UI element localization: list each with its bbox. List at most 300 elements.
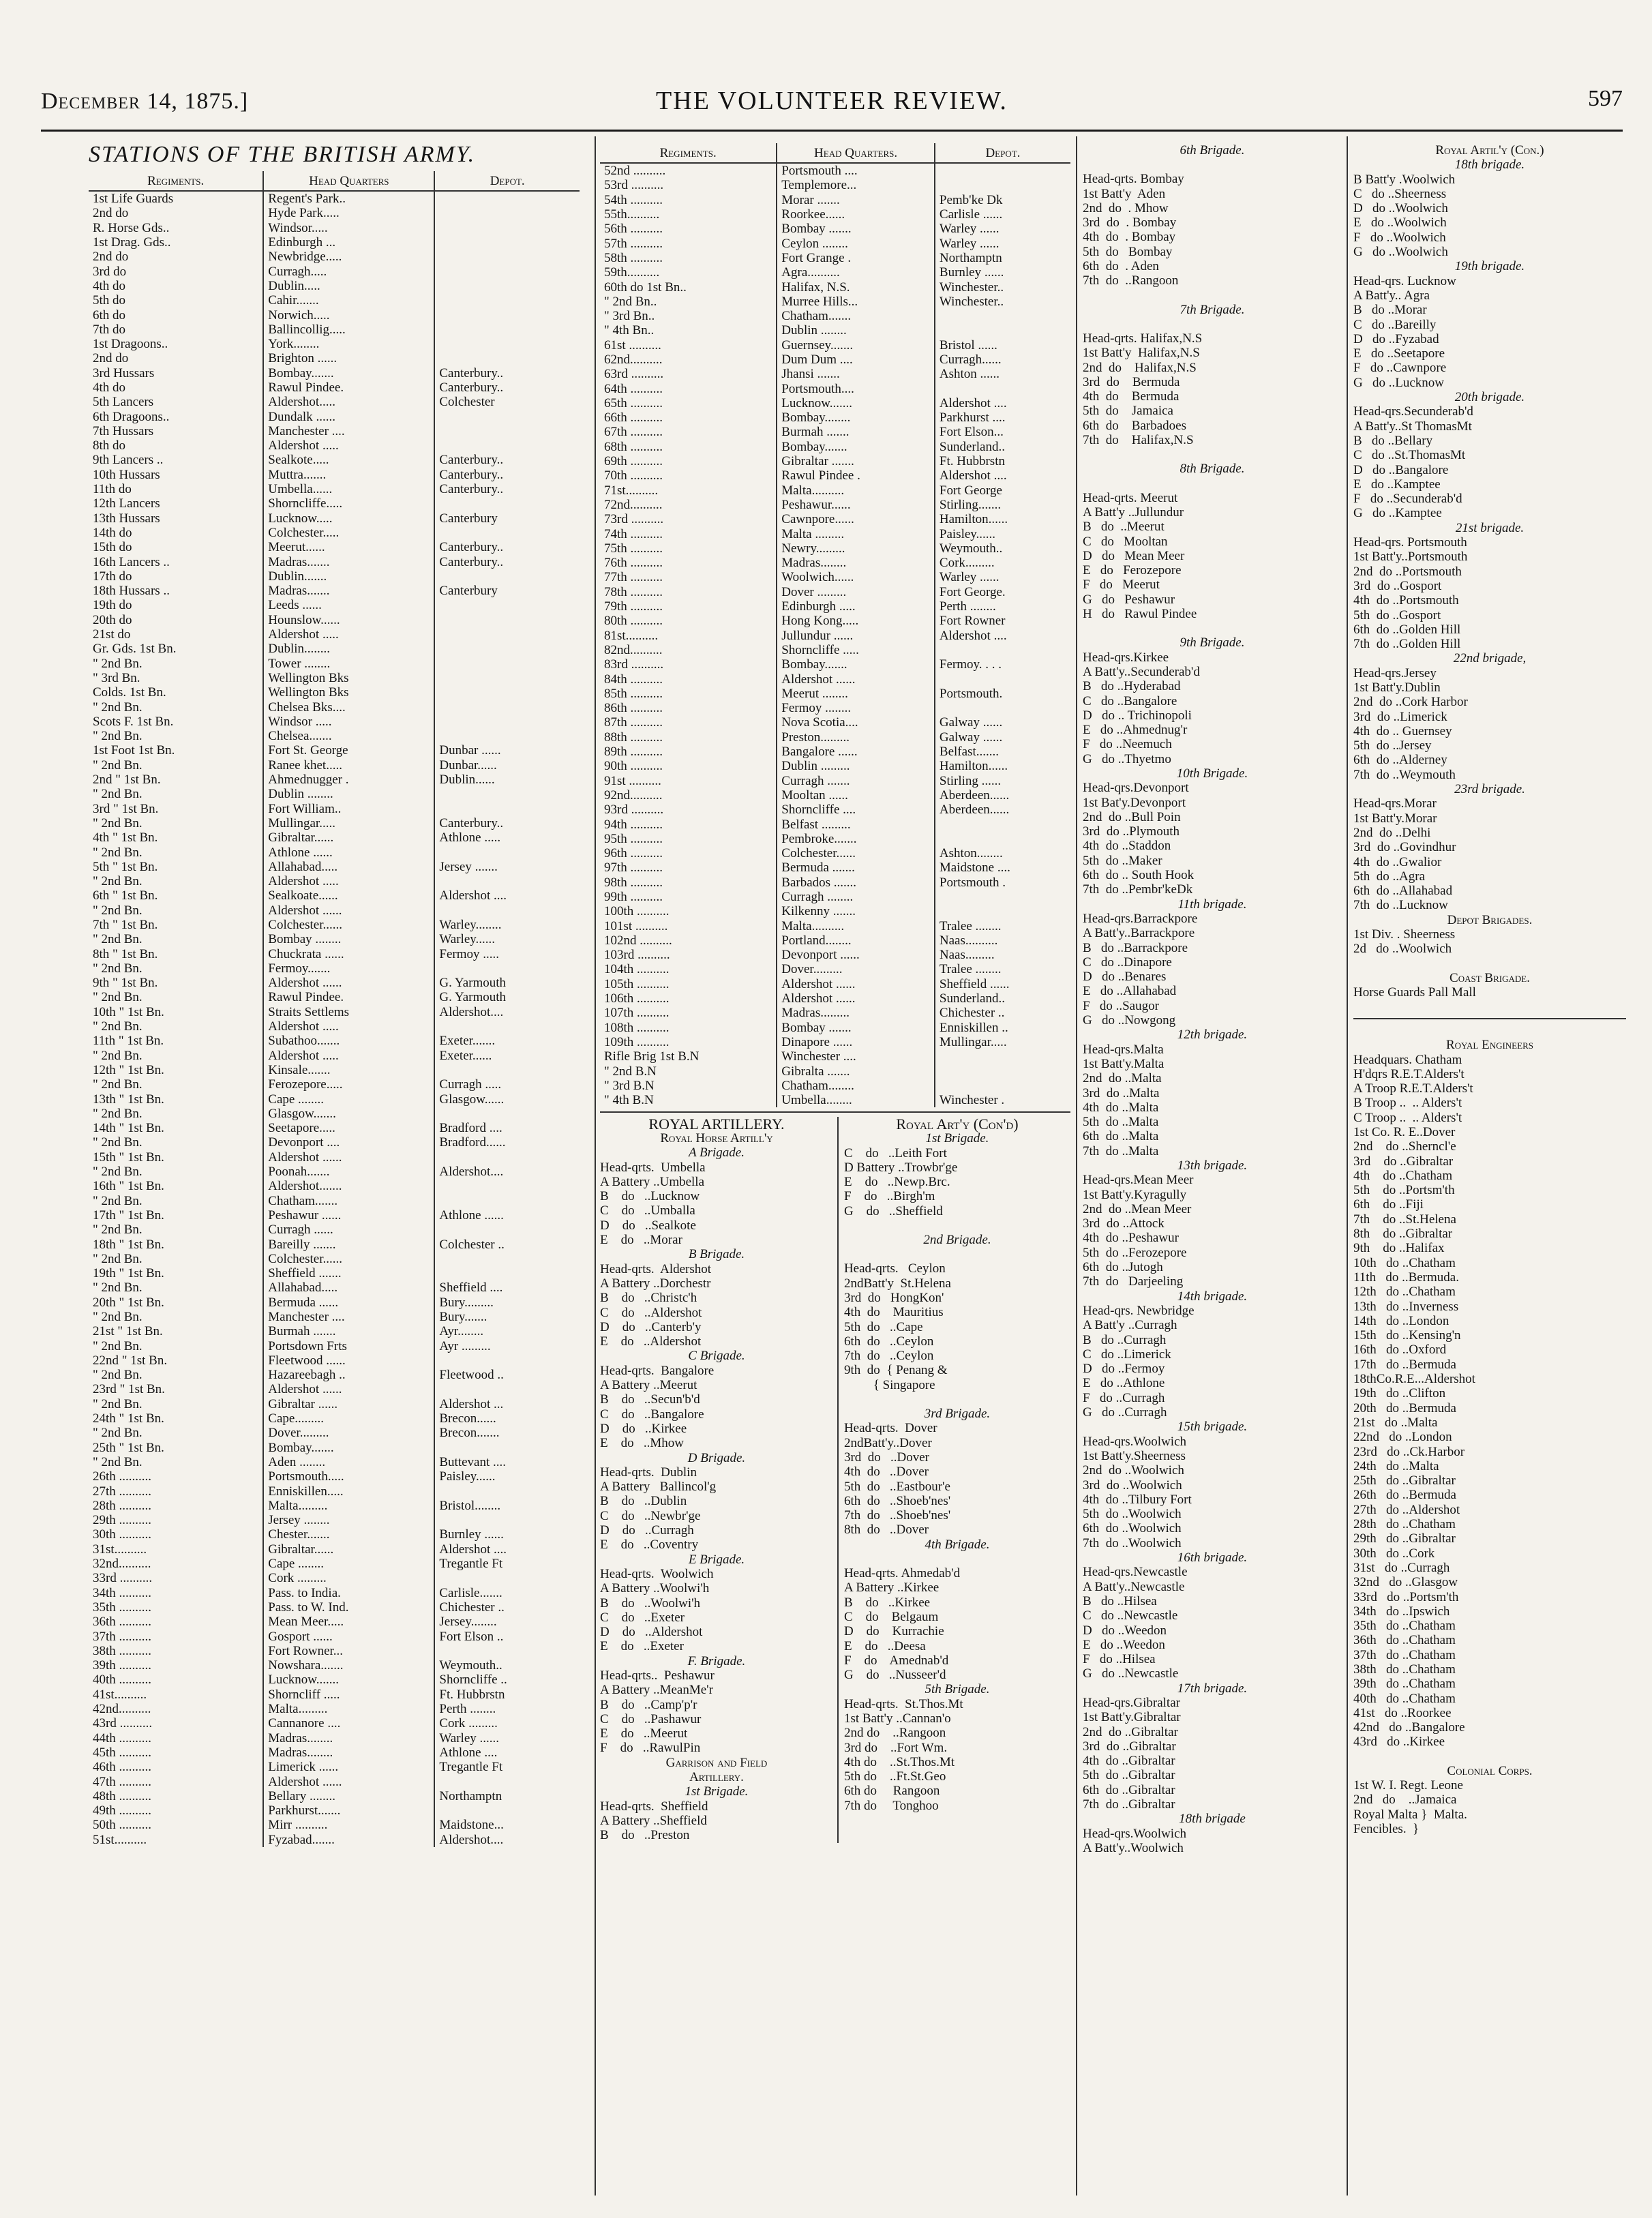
list-item: 6th do ..Allahabad: [1353, 884, 1453, 899]
regiment-cell: 7th " 1st Bn.: [93, 917, 158, 932]
list-item: Head-qrs.Barrackpore: [1083, 911, 1198, 926]
depot-cell: Naas..........: [935, 933, 1070, 948]
head-quarters-cell: Fleetwood ......: [263, 1353, 434, 1368]
column-header: Depot.: [935, 143, 1070, 163]
list-item: E do ..Mhow: [600, 1436, 684, 1451]
regiment-cell: 42nd..........: [93, 1702, 151, 1717]
regiment-cell: 18th " 1st Bn.: [93, 1237, 164, 1252]
depot-cell: [434, 903, 580, 918]
table-row: [89, 554, 580, 569]
table-row: [89, 1818, 580, 1832]
regiment-cell: 82nd..........: [604, 642, 663, 657]
list-item: 10th do ..Chatham: [1353, 1255, 1456, 1270]
table-row: [600, 236, 1070, 250]
list-item: 43rd do ..Kirkee: [1353, 1735, 1445, 1750]
depot-cell: Fort George.: [935, 585, 1070, 599]
brigade-heading: 2nd Brigade.: [923, 1233, 991, 1248]
list-item: 18thCo.R.E...Aldershot: [1353, 1372, 1475, 1387]
regiment-cell: 2nd " 1st Bn.: [93, 773, 161, 788]
regiment-cell: 11th do: [93, 482, 132, 497]
list-item: C do ..Newbr'ge: [600, 1508, 701, 1523]
list-item: 5th do ..Eastbour'e: [843, 1479, 950, 1494]
list-item: G do ..Thyetmo: [1083, 751, 1171, 766]
list-item: 2nd do ..Bull Poin: [1083, 809, 1181, 824]
head-quarters-cell: Aldershot ......: [777, 672, 935, 686]
depot-cell: [434, 279, 580, 293]
regiment-cell: 35th ..........: [93, 1600, 152, 1615]
list-item: 3rd do ..Attock: [1083, 1216, 1165, 1231]
list-item: 5th do ..Ft.St.Geo: [843, 1769, 946, 1784]
regiment-cell: 36th ..........: [93, 1615, 152, 1630]
head-quarters-cell: Bermuda .......: [777, 860, 935, 875]
head-quarters-cell: Windsor.....: [263, 221, 434, 235]
list-item: D do ..Woolwich: [1353, 201, 1448, 216]
regiment-cell: 13th " 1st Bn.: [93, 1092, 164, 1107]
table-row: [89, 1658, 580, 1673]
head-quarters-cell: Chuckrata ......: [263, 946, 434, 961]
depot-cell: [935, 672, 1070, 686]
regiment-cell: 99th ..........: [604, 889, 663, 904]
head-quarters-cell: Edinburgh ...: [263, 235, 434, 250]
regiment-cell: 39th ..........: [93, 1658, 152, 1673]
regiment-cell: 76th ..........: [604, 556, 663, 571]
head-quarters-cell: Aldershot ......: [777, 991, 935, 1006]
head-quarters-cell: Nova Scotia....: [777, 715, 935, 730]
regiment-cell: 12th " 1st Bn.: [93, 1062, 164, 1077]
table-row: [89, 1208, 580, 1223]
list-item: 1st Batt'y Aden: [1083, 186, 1166, 201]
list-item: 5th do ..Malta: [1083, 1115, 1159, 1130]
depot-cell: [434, 1223, 580, 1237]
table-row: [600, 468, 1070, 483]
list-item: C do ..Bareilly: [1353, 317, 1437, 332]
regiment-cell: 2nd do: [93, 250, 129, 265]
regiment-cell: 19th do: [93, 598, 132, 613]
table-row: [600, 193, 1070, 207]
list-item: A Batt'y.. Agra: [1353, 288, 1430, 303]
list-item: F do ..Woolwich: [1353, 230, 1446, 245]
head-quarters-cell: Fermoy.......: [263, 961, 434, 976]
regiment-cell: 100th ..........: [604, 904, 670, 919]
regiment-cell: 98th ..........: [604, 875, 663, 890]
depot-cell: [434, 1644, 580, 1658]
list-item: 3rd do Bermuda: [1083, 374, 1180, 389]
depot-cell: Burnley ......: [434, 1527, 580, 1542]
table-row: [89, 1644, 580, 1658]
table-row: [89, 1077, 580, 1092]
list-item: A Battery ..Dorchestr: [600, 1276, 711, 1291]
depot-cell: G. Yarmouth: [434, 990, 580, 1004]
list-item: E do ..Deesa: [843, 1638, 926, 1653]
table-row: [89, 1353, 580, 1368]
head-quarters-cell: Leeds ......: [263, 598, 434, 612]
list-item: F do ..Secunderab'd: [1353, 492, 1462, 507]
artillery-columns: [600, 1117, 1070, 1842]
list-item: { Singapore: [843, 1377, 935, 1392]
head-quarters-cell: Madras........: [777, 556, 935, 570]
regiment-cell: " 2nd Bn.: [93, 1048, 142, 1063]
list-item: 5th do ..Jersey: [1353, 738, 1432, 753]
table-row: [89, 729, 580, 743]
regiment-cell: 25th " 1st Bn.: [93, 1440, 164, 1455]
head-quarters-cell: Allahabad.....: [263, 1280, 434, 1295]
list-item: G do ..Woolwich: [1353, 245, 1448, 260]
depot-cell: [935, 643, 1070, 657]
regiment-cell: 86th ..........: [604, 701, 663, 716]
head-quarters-cell: Aldershot ......: [777, 977, 935, 991]
head-quarters-cell: York........: [263, 337, 434, 351]
depot-cell: Maidstone ....: [935, 860, 1070, 875]
depot-cell: [434, 642, 580, 656]
list-item: B Batt'y .Woolwich: [1353, 172, 1456, 187]
regiment-cell: 50th ..........: [93, 1818, 152, 1833]
regiment-cell: " 2nd Bn.: [93, 656, 142, 671]
head-quarters-cell: Murree Hills...: [777, 295, 935, 309]
brigade-heading: 21st brigade.: [1455, 520, 1525, 535]
table-row: [89, 1833, 580, 1847]
table-row: [600, 657, 1070, 672]
list-item: 42nd do ..Bangalore: [1353, 1720, 1465, 1735]
table-row: [89, 990, 580, 1004]
head-quarters-cell: Dublin.......: [263, 569, 434, 584]
list-item: C do ..Bangalore: [1083, 693, 1177, 708]
regiment-cell: 77th ..........: [604, 570, 663, 585]
depot-cell: Canterbury..: [434, 482, 580, 496]
list-item: E do ..Woolwich: [1353, 215, 1447, 230]
regiment-cell: " 2nd Bn.: [93, 874, 142, 889]
head-quarters-cell: Lucknow.....: [263, 511, 434, 526]
head-quarters-cell: Malta.........: [263, 1702, 434, 1716]
regiment-cell: 95th ..........: [604, 831, 663, 846]
regiment-cell: 24th " 1st Bn.: [93, 1411, 164, 1426]
depot-cell: [935, 890, 1070, 904]
regiment-cell: 4th do: [93, 278, 126, 293]
table-row: [600, 745, 1070, 759]
section-heading: Royal Artil'y (Con.): [1435, 143, 1544, 158]
depot-cell: Aberdeen......: [935, 788, 1070, 803]
list-item: 32nd do ..Glasgow: [1353, 1575, 1458, 1590]
table-row: [89, 1760, 580, 1774]
depot-cell: [935, 832, 1070, 846]
table-row: [89, 366, 580, 380]
list-item: Head-qrs.Kirkee: [1083, 650, 1169, 665]
depot-cell: [434, 1571, 580, 1585]
brigade-heading: 13th brigade.: [1177, 1158, 1248, 1173]
head-quarters-cell: Gibraltar......: [263, 830, 434, 845]
regiment-cell: " 2nd Bn.: [93, 758, 142, 773]
depot-cell: Bristol........: [434, 1499, 580, 1513]
table-row: [600, 687, 1070, 701]
regiment-cell: 79th ..........: [604, 599, 663, 614]
depot-cell: [935, 817, 1070, 831]
column-header: Head Quarters.: [777, 143, 935, 163]
list-item: G do ..Sheffield: [843, 1203, 943, 1218]
regiment-cell: 38th ..........: [93, 1643, 152, 1658]
regiment-cell: 30th ..........: [93, 1527, 152, 1542]
brigade-heading: F. Brigade.: [687, 1653, 746, 1668]
regiment-cell: 89th ..........: [604, 745, 663, 760]
head-quarters-cell: Umbella........: [777, 1093, 935, 1107]
head-quarters-cell: Rawul Pindee.: [263, 990, 434, 1004]
head-quarters-cell: Gibralta .......: [777, 1064, 935, 1078]
head-quarters-cell: Aldershot ......: [263, 903, 434, 918]
table-row: [89, 380, 580, 395]
list-item: A Batt'y..Secunderab'd: [1083, 664, 1200, 679]
depot-cell: Aldershot ...: [434, 1397, 580, 1411]
list-item: C do ..Newcastle: [1083, 1608, 1178, 1623]
regiment-cell: " 2nd Bn.: [93, 815, 142, 830]
head-quarters-cell: Shorncliffe ....: [777, 803, 935, 817]
list-item: 2nd do ..Delhi: [1353, 825, 1431, 840]
table-row: [89, 1629, 580, 1643]
table-row: [89, 511, 580, 526]
list-item: F do ..Birgh'm: [843, 1189, 935, 1204]
list-item: 6th do .. South Hook: [1083, 868, 1195, 883]
list-item: A Batt'y..Barrackpore: [1083, 926, 1195, 941]
regiment-cell: " 2nd Bn.: [93, 787, 142, 802]
list-item: Head-qrs. Lucknow: [1353, 273, 1456, 288]
spacer: [1353, 1023, 1626, 1038]
table-row: [89, 961, 580, 976]
head-quarters-cell: Curragh ........: [777, 890, 935, 904]
list-item: 1st Batt'y ..Cannan'o: [843, 1711, 951, 1726]
head-quarters-cell: Gibraltar......: [263, 1542, 434, 1557]
depot-cell: Dunbar......: [434, 758, 580, 773]
depot-cell: Cork .........: [434, 1716, 580, 1730]
regiment-cell: 6th Dragoons..: [93, 409, 170, 424]
regiment-cell: " 2nd Bn.: [93, 700, 142, 715]
depot-cell: [434, 293, 580, 308]
list-item: E do ..Weedon: [1083, 1637, 1165, 1652]
regiment-cell: 10th " 1st Bn.: [93, 1004, 164, 1019]
regiment-cell: 74th ..........: [604, 526, 663, 541]
list-item: 4th do Bermuda: [1083, 389, 1180, 404]
regiment-cell: 9th " 1st Bn.: [93, 976, 158, 991]
depot-cell: [434, 323, 580, 337]
head-quarters-cell: Peshawur......: [777, 498, 935, 512]
depot-cell: [434, 1252, 580, 1266]
depot-cell: Chichester ..: [935, 1006, 1070, 1020]
table-row: [600, 599, 1070, 614]
depot-cell: Tralee ........: [935, 918, 1070, 933]
head-quarters-cell: Aldershot.......: [263, 1179, 434, 1193]
list-item: 21st do ..Malta: [1353, 1415, 1438, 1430]
spacer: [1083, 288, 1342, 303]
list-item: B do ..Lucknow: [600, 1189, 700, 1204]
head-quarters-cell: Malta..........: [777, 483, 935, 498]
list-item: 3rd do ..Woolwich: [1083, 1478, 1182, 1493]
depot-cell: Tralee ........: [935, 962, 1070, 976]
depot-cell: Brecon......: [434, 1411, 580, 1426]
list-item: 2nd do . Mhow: [1083, 200, 1169, 215]
regiment-cell: 10th Hussars: [93, 467, 160, 482]
table-row: [89, 613, 580, 627]
list-item: 7th do ..Lucknow: [1353, 898, 1448, 913]
table-row: [600, 643, 1070, 657]
regiment-cell: 14th do: [93, 525, 132, 540]
regiment-cell: 62nd..........: [604, 353, 663, 367]
list-item: Head-qrts. Meerut: [1083, 490, 1178, 505]
table-row: [600, 1064, 1070, 1078]
regiment-cell: 5th Lancers: [93, 395, 154, 410]
head-quarters-cell: Dover.........: [777, 962, 935, 976]
table-row: [89, 584, 580, 598]
head-quarters-cell: Jullundur ......: [777, 629, 935, 643]
list-item: 9th do ..Halifax: [1353, 1241, 1445, 1256]
table-row: [89, 221, 580, 235]
head-quarters-cell: Kilkenny .......: [777, 904, 935, 918]
table-row: [600, 977, 1070, 991]
regiment-cell: 83rd ..........: [604, 657, 664, 672]
head-quarters-cell: Barbados .......: [777, 875, 935, 890]
depot-cell: [935, 381, 1070, 395]
spacer: [1083, 621, 1342, 635]
table-row: [89, 598, 580, 612]
head-quarters-cell: Preston.........: [777, 730, 935, 745]
list-item: 1st Batt'y..Portsmouth: [1353, 550, 1468, 565]
table-row: [89, 1019, 580, 1034]
depot-cell: Aldershot ....: [434, 888, 580, 903]
head-quarters-cell: Hounslow......: [263, 613, 434, 627]
table-row: [89, 700, 580, 714]
regiments-table-2: [600, 143, 1070, 1107]
head-quarters-cell: Woolwich......: [777, 570, 935, 584]
head-quarters-cell: Manchester ....: [263, 424, 434, 438]
regiment-cell: R. Horse Gds..: [93, 220, 170, 235]
table-row: [600, 860, 1070, 875]
table-row: [89, 715, 580, 729]
table-row: [89, 1049, 580, 1063]
list-item: Head-qrs.Jersey: [1353, 665, 1437, 680]
depot-cell: [434, 235, 580, 250]
list-item: 7th do ..Pembr'keDk: [1083, 882, 1193, 897]
regiment-cell: " 2nd Bn.: [93, 1368, 142, 1383]
table-row: [89, 1121, 580, 1135]
depot-cell: Dublin......: [434, 773, 580, 787]
list-item: 2ndBatt'y..Dover: [843, 1435, 932, 1450]
depot-cell: Parkhurst ....: [935, 410, 1070, 425]
list-item: 41st do ..Roorkee: [1353, 1705, 1452, 1720]
table-row: [600, 672, 1070, 686]
depot-cell: G. Yarmouth: [434, 976, 580, 990]
list-item: Head-qrs.Secunderab'd: [1353, 404, 1473, 419]
list-item: 4th do .. Guernsey: [1353, 723, 1452, 738]
brigade-heading: 23rd brigade.: [1454, 782, 1525, 797]
list-item: 9th do { Penang &: [843, 1363, 948, 1378]
head-quarters-cell: Fort William..: [263, 801, 434, 815]
table-row: [600, 526, 1070, 541]
depot-cell: Pemb'ke Dk: [935, 193, 1070, 207]
depot-cell: Tregantle Ft: [434, 1760, 580, 1774]
list-item: 7th do ..St.Helena: [1353, 1212, 1456, 1227]
table-row: [89, 1702, 580, 1716]
table-row: [600, 541, 1070, 556]
list-item: D do ..Fermoy: [1083, 1362, 1165, 1377]
depot-cell: Aldershot....: [434, 1165, 580, 1179]
depot-cell: Perth ........: [935, 599, 1070, 614]
head-quarters-cell: Dublin........: [263, 642, 434, 656]
depot-cell: Ft. Hubbrstn: [935, 454, 1070, 468]
table-row: [600, 1049, 1070, 1064]
head-quarters-cell: Bombay.......: [777, 657, 935, 672]
depot-cell: Dunbar ......: [434, 743, 580, 758]
regiment-cell: 11th " 1st Bn.: [93, 1034, 164, 1049]
depot-cell: Aldershot....: [434, 1005, 580, 1019]
table-row: [89, 743, 580, 758]
head-quarters-cell: Rawul Pindee.: [263, 380, 434, 395]
regiment-cell: " 2nd Bn.: [93, 729, 142, 744]
table-row: [89, 860, 580, 874]
regiment-cell: 34th ..........: [93, 1585, 152, 1600]
brigade-heading: 19th brigade.: [1454, 259, 1525, 274]
head-quarters-cell: Limerick ......: [263, 1760, 434, 1774]
list-item: C do ..Sheerness: [1353, 186, 1447, 201]
head-quarters-cell: Aldershot .....: [263, 627, 434, 642]
column-divider: [1076, 136, 1077, 2195]
journal-title: THE VOLUNTEER REVIEW.: [656, 87, 1008, 115]
regiment-cell: 104th ..........: [604, 962, 670, 977]
depot-cell: Winchester..: [935, 280, 1070, 294]
head-quarters-cell: Dundalk ......: [263, 409, 434, 423]
depot-cell: Warley ......: [434, 1730, 580, 1745]
list-item: 4th do ..St.Thos.Mt: [843, 1754, 955, 1769]
list-item: 5th do ..Gosport: [1353, 608, 1441, 623]
regiment-cell: " 2nd B.N: [604, 1064, 657, 1079]
brigade-heading: A Brigade.: [688, 1145, 745, 1160]
depot-cell: Weymouth..: [935, 541, 1070, 556]
head-quarters-cell: Bombay .......: [777, 1021, 935, 1035]
list-item: D Battery ..Trowbr'ge: [843, 1160, 958, 1175]
list-item: C do ..Leith Fort: [843, 1145, 947, 1160]
regiment-cell: 4th " 1st Bn.: [93, 830, 158, 845]
head-quarters-cell: Malta.........: [263, 1499, 434, 1513]
head-quarters-cell: Chelsea Bks....: [263, 700, 434, 714]
depot-cell: Maidstone...: [434, 1818, 580, 1832]
depot-cell: [434, 598, 580, 612]
depot-cell: Fleetwood ..: [434, 1368, 580, 1382]
brigade-heading: 18th brigade: [1179, 1812, 1246, 1827]
list-item: B do ..Woolwi'h: [600, 1595, 701, 1610]
depot-cell: Aldershot ....: [935, 629, 1070, 643]
depot-cell: [434, 569, 580, 584]
head-quarters-cell: Aldershot .....: [263, 874, 434, 888]
head-quarters-cell: Burmah .......: [777, 425, 935, 439]
list-item: 5th do ..Ferozepore: [1083, 1245, 1187, 1260]
depot-cell: Colchester ..: [434, 1237, 580, 1251]
regiment-cell: 20th do: [93, 612, 132, 627]
depot-cell: Exeter.......: [434, 1034, 580, 1048]
depot-cell: [434, 264, 580, 278]
depot-cell: Canterbury..: [434, 554, 580, 569]
table-row: [89, 888, 580, 903]
head-quarters-cell: Halifax, N.S.: [777, 280, 935, 294]
regiment-cell: 108th ..........: [604, 1020, 670, 1035]
spacer: [844, 1552, 1070, 1566]
depot-cell: [434, 1150, 580, 1165]
depot-cell: [434, 1382, 580, 1396]
regiment-cell: 23rd " 1st Bn.: [93, 1382, 165, 1397]
depot-cell: [434, 613, 580, 627]
list-item: 22nd do ..London: [1353, 1430, 1452, 1445]
regiment-cell: " 2nd Bn.: [93, 903, 142, 918]
list-item: F do ..RawulPin: [600, 1741, 701, 1756]
head-quarters-cell: Madras.........: [777, 1006, 935, 1020]
brigade-heading: 9th Brigade.: [1180, 635, 1245, 650]
table-row: [89, 685, 580, 700]
table-row: [89, 1266, 580, 1280]
head-quarters-cell: Poonah.......: [263, 1165, 434, 1179]
brigade-heading: 11th brigade.: [1177, 897, 1247, 912]
